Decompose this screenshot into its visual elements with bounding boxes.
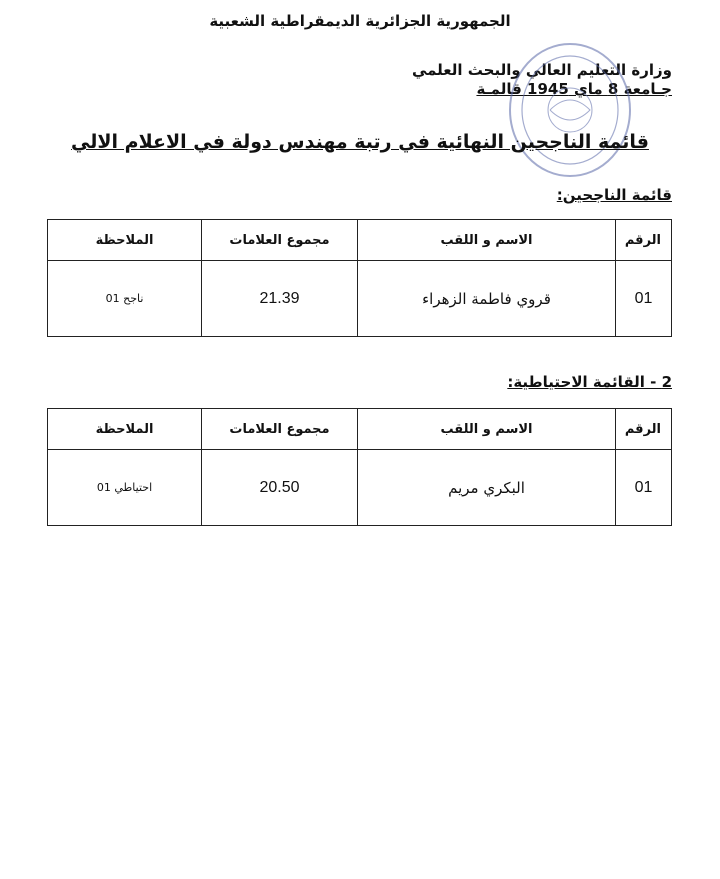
column-header-name: الاسم و اللقب	[358, 220, 616, 261]
section-heading-reserve: 2 - القائمة الاحتياطية:	[507, 373, 672, 391]
cell-note: ناجح 01	[48, 261, 202, 337]
cell-name: البكري مريم	[358, 450, 616, 526]
ministry-name: وزارة التعليم العالي والبحث العلمي	[411, 61, 672, 79]
page-title: قائمة الناجحين النهائية في رتبة مهندس دولة في الاعلام الالي	[71, 131, 649, 153]
cell-score: 21.39	[202, 261, 358, 337]
table-header-row	[48, 220, 672, 261]
university-name: جـامعة 8 ماي 1945 قالمـة	[476, 80, 672, 98]
section-heading-passed: قائمة الناجحين:	[556, 186, 672, 204]
column-header-name: الاسم و اللقب	[358, 409, 616, 450]
cell-number: 01	[616, 450, 672, 526]
cell-score: 20.50	[202, 450, 358, 526]
republic-header: الجمهورية الجزائرية الديمقراطية الشعبية	[209, 12, 511, 30]
cell-note: احتياطي 01	[48, 450, 202, 526]
table-header-row	[48, 409, 672, 450]
official-stamp	[505, 40, 635, 180]
table-row	[48, 450, 672, 526]
passed-table	[47, 219, 672, 337]
reserve-table	[47, 408, 672, 526]
cell-name: قروي فاطمة الزهراء	[358, 261, 616, 337]
column-header-note: الملاحظة	[48, 409, 202, 450]
column-header-score: مجموع العلامات	[202, 220, 358, 261]
table-row	[48, 261, 672, 337]
column-header-note: الملاحظة	[48, 220, 202, 261]
cell-number: 01	[616, 261, 672, 337]
column-header-number: الرقم	[616, 409, 672, 450]
column-header-score: مجموع العلامات	[202, 409, 358, 450]
column-header-number: الرقم	[616, 220, 672, 261]
